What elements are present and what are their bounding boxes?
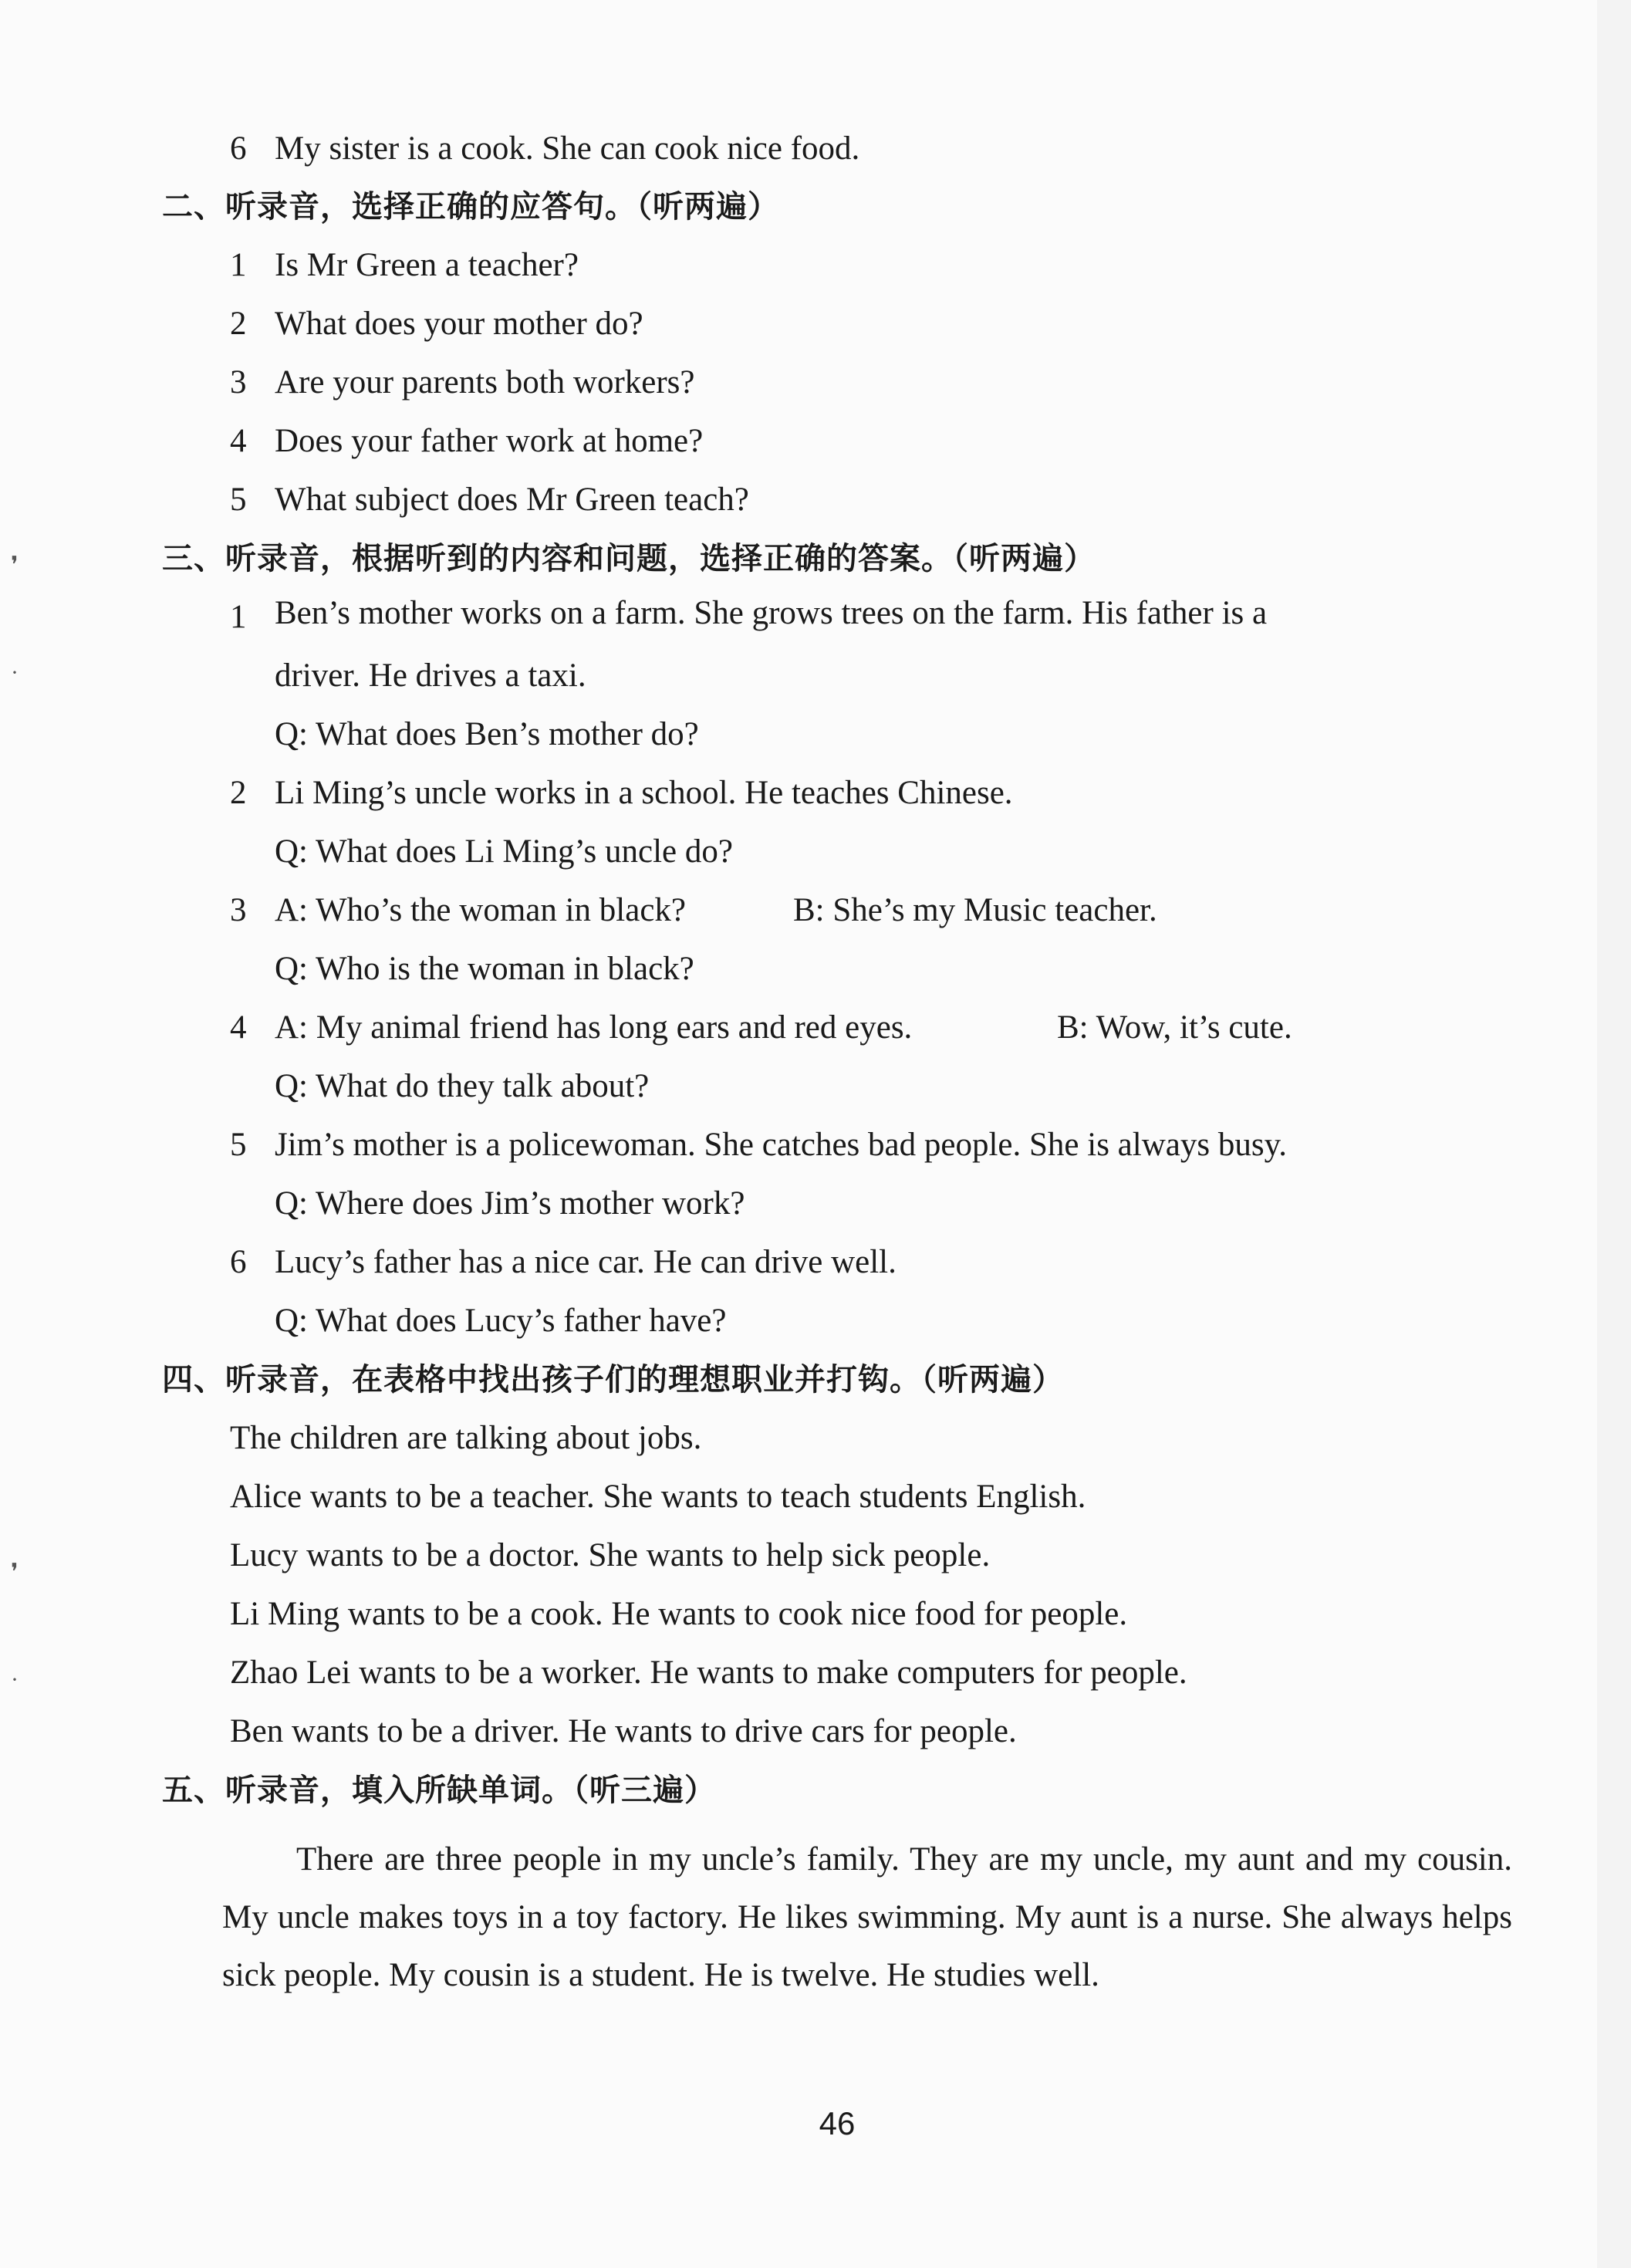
section-heading-2: 二、听录音，选择正确的应答句。（听两遍） xyxy=(162,189,779,225)
passage-line: Zhao Lei wants to be a worker. He wants to make computers for people. xyxy=(230,1655,1187,1691)
passage-line: Alice wants to be a teacher. She wants to teach students English. xyxy=(230,1479,1086,1515)
passage-line: Lucy wants to be a doctor. She wants to help sick people. xyxy=(230,1537,991,1573)
passage-line: The children are talking about jobs. xyxy=(230,1420,702,1456)
list-item: 4 A: My animal friend has long ears and red eyes. xyxy=(230,1009,913,1046)
question: Q: Who is the woman in black? xyxy=(275,951,694,987)
list-item: 2 Li Ming’s uncle works in a school. He teaches Chinese. xyxy=(230,775,1013,811)
question: Q: What does Ben’s mother do? xyxy=(275,716,699,752)
list-item: 6 My sister is a cook. She can cook nice food. xyxy=(230,130,860,167)
question: Q: Where does Jim’s mother work? xyxy=(275,1185,745,1222)
list-item: 2 What does your mother do? xyxy=(230,306,643,342)
list-item: 3 A: Who’s the woman in black? xyxy=(230,892,687,928)
list-item: 4 Does your father work at home? xyxy=(230,423,704,459)
page-edge xyxy=(1597,0,1631,2268)
list-item: 6 Lucy’s father has a nice car. He can drive well. xyxy=(230,1244,897,1280)
section-heading-3: 三、听录音，根据听到的内容和问题，选择正确的答案。（听两遍） xyxy=(162,541,1096,576)
list-item-number: 1 xyxy=(230,599,247,635)
question: Q: What do they talk about? xyxy=(275,1068,650,1104)
margin-mark: ❜ xyxy=(11,553,19,578)
margin-mark: · xyxy=(11,660,19,685)
list-item: 3 Are your parents both workers? xyxy=(230,364,695,401)
dialogue-reply: B: She’s my Music teacher. xyxy=(793,892,1157,928)
question: Q: What does Lucy’s father have? xyxy=(275,1303,727,1339)
page-number: 46 xyxy=(819,2105,856,2141)
list-item-continuation: driver. He drives a taxi. xyxy=(275,657,586,694)
margin-mark: · xyxy=(11,1667,19,1692)
list-item: 1 Is Mr Green a teacher? xyxy=(230,247,579,283)
list-item: 5 Jim’s mother is a policewoman. She catches bad people. She is always busy. xyxy=(230,1127,1288,1163)
list-item: Ben’s mother works on a farm. She grows trees on the farm. His father is a xyxy=(275,595,1268,631)
list-item: 5 What subject does Mr Green teach? xyxy=(230,482,749,518)
question: Q: What does Li Ming’s uncle do? xyxy=(275,833,733,870)
passage-line: Li Ming wants to be a cook. He wants to cook nice food for people. xyxy=(230,1596,1128,1632)
dialogue-reply: B: Wow, it’s cute. xyxy=(1057,1009,1292,1046)
passage-line: Ben wants to be a driver. He wants to drive cars for people. xyxy=(230,1713,1017,1749)
section-heading-5: 五、听录音，填入所缺单词。（听三遍） xyxy=(162,1773,716,1808)
section-heading-4: 四、听录音，在表格中找出孩子们的理想职业并打钩。（听两遍） xyxy=(162,1362,1064,1398)
margin-mark: ❜ xyxy=(11,1560,19,1585)
passage: There are three people in my uncle’s family. They are my uncle, my aunt and my cousin. My uncle makes toys in a toy factory. He likes swimming. My aunt is a nurse. She always helps sick people. My cousin is a student. He is twelve. He studies well. xyxy=(222,1841,1512,1993)
